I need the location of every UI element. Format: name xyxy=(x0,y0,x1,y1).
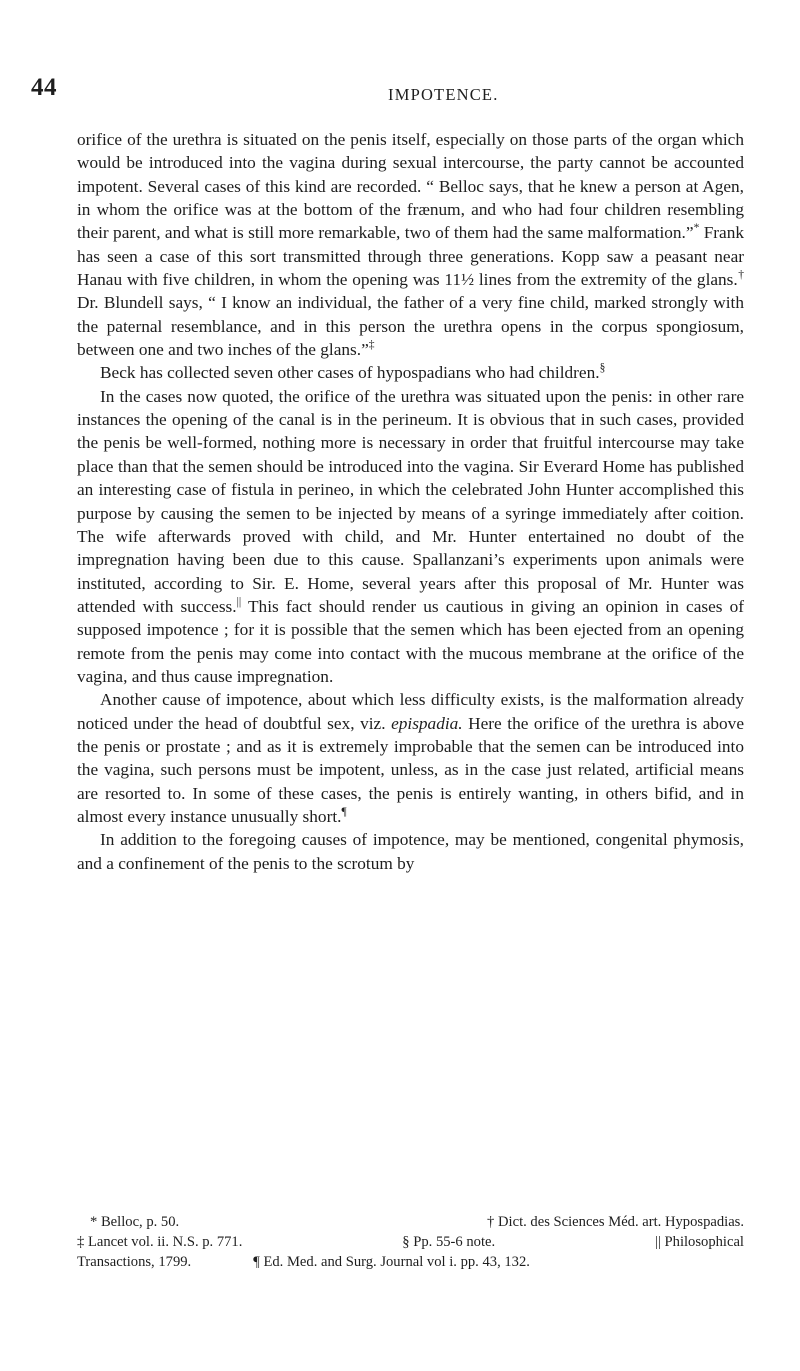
footnote: * Belloc, p. 50. xyxy=(90,1214,180,1230)
paragraph-text: orifice of the urethra is situated on the penis itself, especially on those parts of the organ which would be introduced into the vagina during sexual intercourse, the party cannot be accounted impotent. Several cases of this kind are recorded. “ Belloc says, that he knew a person at Agen, in whom the orifice was at the bottom of the frænum, and who had four children resembling their parent, and what is still more remarkable, two of them had the same malformation.” xyxy=(77,130,744,243)
paragraph-1 xyxy=(77,128,744,361)
paragraph-text: In the cases now quoted, the orifice of the urethra was situated upon the penis: in other rare instances the opening of the canal is in the perineum. It is obvious that in such cases, provided the penis be well-formed, nothing more is necessary in order that fruitful intercourse may take place than that the semen should be introduced into the vagina. Sir Everard Home has published an interesting case of fistula in perineo, in which the celebrated John Hunter accomplished this purpose by causing the semen to be injected by means of a syringe immediately after coition. The wife afterwards proved with child, and Mr. Hunter entertained no doubt of the impregnation having been due to this cause. Spallanzani’s experiments upon animals were instituted, according to Sir. E. Home, several years after this proposal of Mr. Hunter was attended with success. xyxy=(77,386,744,616)
footnotes xyxy=(77,1213,744,1272)
footnote-ref-asterisk: * xyxy=(693,222,700,235)
paragraph-text: This fact should render us cautious in giving an opinion in cases of supposed impotence ; for it is possible that the semen which has been ejected from an opening remote from the penis may come into contact with the mucous membrane at the orifice of the vagina, and thus cause impregnation. xyxy=(77,596,745,686)
page-number: 44 xyxy=(31,74,57,101)
paragraph-text: Another cause of impotence, about which less difficulty exists, is the malformation already noticed under the head of doubtful sex, viz. xyxy=(77,690,744,733)
running-title: IMPOTENCE. xyxy=(388,85,499,104)
footnote-ref-parallel: || xyxy=(236,596,242,609)
footnote: ‡ Lancet vol. ii. N.S. p. 771. xyxy=(77,1233,243,1250)
footnote-ref-section: § xyxy=(599,362,606,375)
footnote-line xyxy=(77,1233,744,1253)
footnote-line xyxy=(77,1213,744,1233)
paragraph-text: Beck has collected seven other cases of hypospadians who had children. xyxy=(100,363,600,383)
footnote-ref-pilcrow: ¶ xyxy=(341,806,347,819)
paragraph-4 xyxy=(77,688,744,828)
paragraph-text: In addition to the foregoing causes of impotence, may be mentioned, congenital phymosis, and a confinement of the penis to the scrotum by xyxy=(77,830,744,873)
paragraph-text: Dr. Blundell says, “ I know an individual, the father of a very fine child, marked strongly with the paternal resemblance, and in this person the urethra opens in the corpus spongiosum, between one and two inches of the glans.” xyxy=(77,293,744,360)
footnote: || Philosophical xyxy=(655,1233,744,1250)
paragraph-text: Frank has seen a case of this sort transmitted through three generations. Kopp saw a peasant near Hanau with five children, in whom the opening was 11½ lines from the extremity of the glans. xyxy=(77,223,745,290)
body-text xyxy=(77,128,744,875)
footnote: § Pp. 55-6 note. xyxy=(402,1233,496,1250)
italic-term: epispadia. xyxy=(391,713,463,733)
paragraph-3 xyxy=(77,385,744,688)
footnote-ref-double-dagger: ‡ xyxy=(368,339,375,352)
footnote: Transactions, 1799. xyxy=(77,1253,192,1270)
footnote: † Dict. des Sciences Méd. art. Hypospadias. xyxy=(487,1214,744,1230)
paragraph-text: Here the orifice of the urethra is above the penis or prostate ; and as it is extremely improbable that the semen can be introduced into the vagina, such persons must be impotent, unless, as in the case just related, artificial means are resorted to. In some of these cases, the penis is entirely wanting, in others bifid, and in almost every instance unusually short. xyxy=(77,713,744,826)
paragraph-2 xyxy=(77,361,744,384)
footnote: ¶ Ed. Med. and Surg. Journal vol i. pp. 43, 132. xyxy=(253,1253,530,1270)
footnote-ref-dagger: † xyxy=(737,269,744,282)
paragraph-5 xyxy=(77,828,744,875)
footnote-line xyxy=(77,1253,744,1273)
